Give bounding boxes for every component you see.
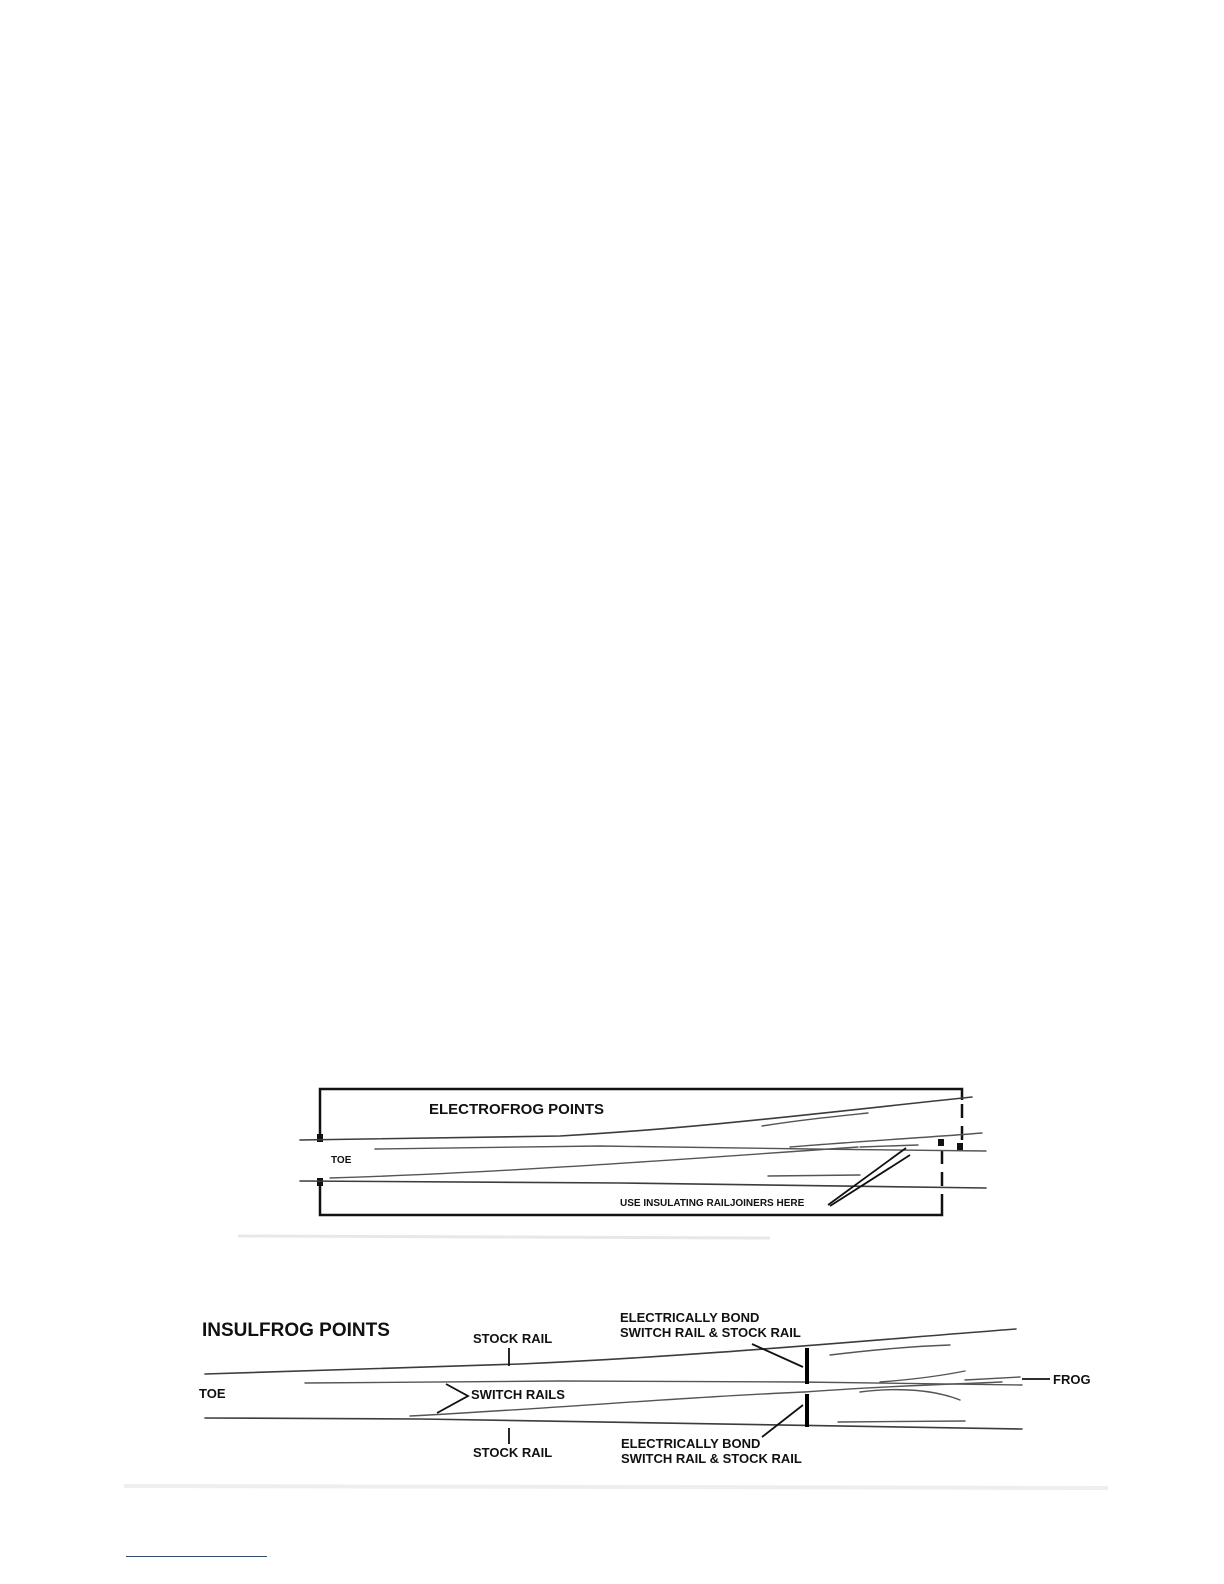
insulfrog-bond-bottom-line2: SWITCH RAIL & STOCK RAIL [621,1451,802,1466]
scan-edge-line [124,1486,1108,1488]
scan-edge-line [238,1236,770,1238]
insulfrog-toe-label: TOE [199,1386,226,1401]
insulfrog-bond-top-line1: ELECTRICALLY BOND [620,1310,760,1325]
insulfrog-wing-rail-top [830,1345,950,1355]
footnote-separator [126,1556,267,1557]
electrofrog-note-label: USE INSULATING RAILJOINERS HERE [620,1198,805,1209]
insulfrog-stock-rail-bottom [205,1418,1022,1429]
insulfrog-switch-rail-top [305,1381,1022,1385]
electrofrog-check-rail-bottom [768,1175,860,1176]
electrofrog-group [300,1089,986,1215]
electrofrog-toe-label: TOE [331,1155,352,1166]
insulfrog-bond-bottom-pointer [762,1405,803,1437]
electrofrog-switch-rail-bottom [330,1147,858,1178]
electrofrog-note-pointer [828,1148,906,1205]
insulfrog-switch-rail-bottom [410,1392,805,1416]
insulfrog-stock-rail-top-label: STOCK RAIL [473,1331,553,1346]
insulfrog-switch-rails-pointer [437,1384,468,1413]
electrofrog-title: ELECTROFROG POINTS [429,1101,605,1118]
electrofrog-joint-marker [957,1143,963,1150]
electrofrog-switch-rail-top [375,1146,986,1151]
insulfrog-check-rail-bottom [838,1421,965,1422]
electrofrog-note-pointer [830,1155,910,1206]
insulfrog-frog-label: FROG [1053,1372,1091,1387]
electrofrog-feed-wire-top [320,1089,962,1140]
insulfrog-frog-tip [965,1377,1020,1380]
insulfrog-bond-bottom-line1: ELECTRICALLY BOND [621,1436,761,1451]
electrofrog-check-rail-top [762,1113,868,1126]
insulfrog-switch-rails-label: SWITCH RAILS [471,1387,565,1402]
electrofrog-frog-rail [860,1145,918,1147]
insulfrog-group [199,1310,1091,1466]
insulfrog-title: INSULFROG POINTS [202,1320,390,1341]
insulfrog-wing-rail-lower [860,1390,960,1400]
insulfrog-stock-rail-bottom-label: STOCK RAIL [473,1445,553,1460]
electrofrog-stock-rail-top [300,1097,972,1140]
insulfrog-bond-top-line2: SWITCH RAIL & STOCK RAIL [620,1325,801,1340]
electrofrog-joint-marker [938,1139,944,1146]
electrofrog-diverging-rail [790,1133,982,1147]
electrofrog-joint-marker [317,1178,323,1186]
electrofrog-joint-marker [317,1134,323,1142]
electrofrog-stock-rail-bottom [300,1181,986,1188]
insulfrog-wing-rail-mid [880,1371,965,1382]
